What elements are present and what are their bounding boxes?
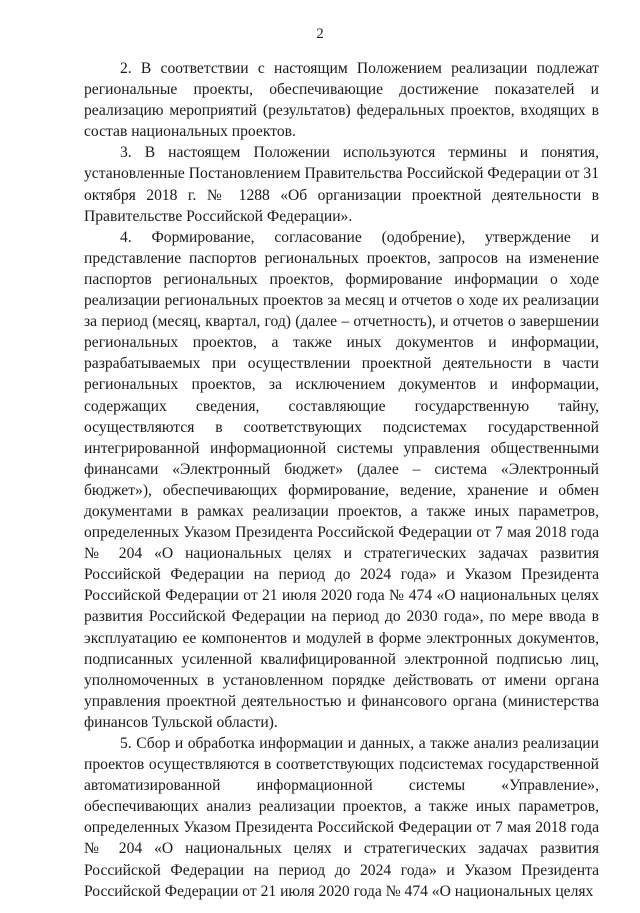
page-number: 2 xyxy=(316,26,324,42)
paragraph-4: 4. Формирование, согласование (одобрение), утверждение и представление паспортов региональных проектов, запросов на изменение паспортов региональных проектов, формирование информации о ходе реализации региональных проектов за месяц и отчетов о ходе их реализации за период (месяц, квартал, год) (далее – отчетность), и отчетов о завершении региональных проектов, а также иных документов и информации, разрабатываемых при осуществлении проектной деятельности в части региональных проектов, за исключением документов и информации, содержащих сведения, составляющие государственную тайну, осуществляются в соответствующих подсистемах государственной интегрированной информационной системы управления общественными финансами «Электронный бюджет» (далее – система «Электронный бюджет»), обеспечивающих формирование, ведение, хранение и обмен документами в рамках реализации проектов, а также иных параметров, определенных Указом Президента Российской Федерации от 7 мая 2018 года № 204 «О национальных целях и стратегических задачах развития Российской Федерации на период до 2024 года» и Указом Президента Российской Федерации от 21 июля 2020 года № 474 «О национальных целях развития Российской Федерации на период до 2030 года», по мере ввода в эксплуатацию ее компонентов и модулей в форме электронных документов, подписанных усиленной квалифицированной электронной подписью лиц, уполномоченных в установленном порядке действовать от имени органа управления проектной деятельностью и финансового органа (министерства финансов Тульской области). xyxy=(84,228,599,731)
document-body xyxy=(84,58,599,902)
paragraph-3: 3. В настоящем Положении используются термины и понятия, установленные Постановлением Правительства Российской Федерации от 31 октября 2018 г. № 1288 «Об организации проектной деятельности в Правительстве Российской Федерации». xyxy=(84,144,599,225)
paragraph-2: 2. В соответствии с настоящим Положением реализации подлежат региональные проекты, обеспечивающие достижение показателей и реализацию мероприятий (результатов) федеральных проектов, входящих в состав национальных проектов. xyxy=(84,60,599,141)
paragraph-5: 5. Сбор и обработка информации и данных, а также анализ реализации проектов осуществляются в соответствующих подсистемах государственной автоматизированной информационной системы «Управление», обеспечивающих анализ реализации проектов, а также иных параметров, определенных Указом Президента Российской Федерации от 7 мая 2018 года № 204 «О национальных целях и стратегических задачах развития Российской Федерации на период до 2024 года» и Указом Президента Российской Федерации от 21 июля 2020 года № 474 «О национальных целях xyxy=(84,735,599,900)
